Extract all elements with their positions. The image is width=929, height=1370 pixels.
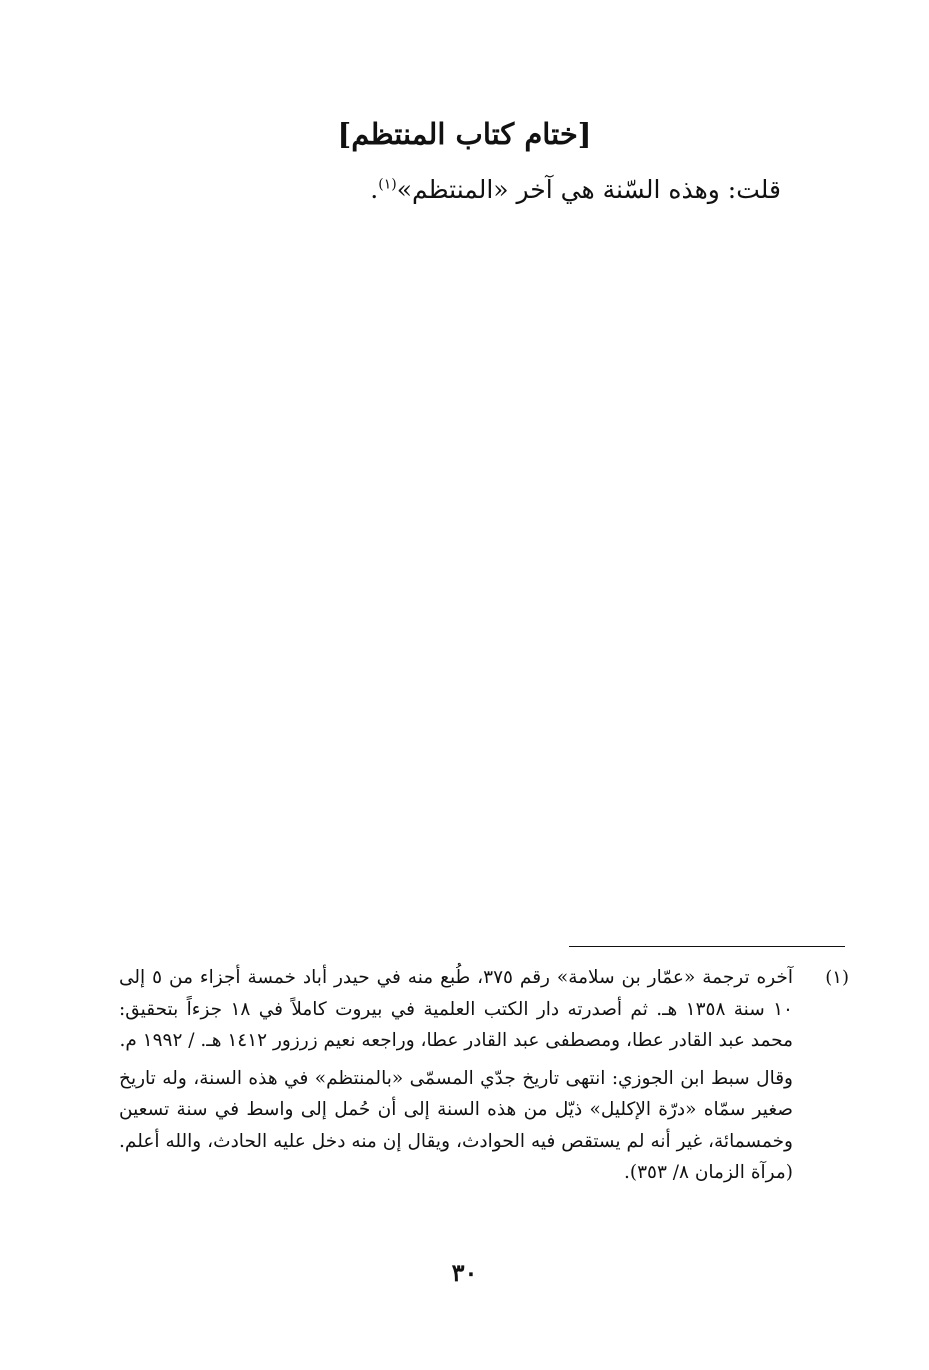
footnote-number: (١): [825, 967, 849, 988]
main-text: [141, 170, 781, 210]
footnote-paragraph-2: وقال سبط ابن الجوزي: انتهى تاريخ جدّي المسمّى «بالمنتظم» في هذه السنة، وله تاريخ صغير سمّاه «درّة الإكليل» ذيّل من هذه السنة إلى أن حُمل إلى واسط في سنة تسعين وخمسمائة، غير أنه لم يستقص فيه الحوادث، ويقال إن منه دخل عليه الحادث، والله أعلم. (مرآة الزمان ٨/ ٣٥٣).: [119, 1067, 793, 1183]
footnote-row: [119, 962, 849, 1195]
footnote-paragraph-1: آخره ترجمة «عمّار بن سلامة» رقم ٣٧٥، طُبع منه في حيدر أباد خمسة أجزاء من ٥ إلى ١٠ سنة ١٣٥٨ هـ. ثم أصدرته دار الكتب العلمية في بيروت كاملاً في ١٨ جزءاً بتحقيق: محمد عبد القادر عطا، ومصطفى عبد القادر عطا، وراجعه نعيم زرزور ١٤١٢ هـ. / ١٩٩٢ م.: [119, 967, 794, 1051]
footnote: [119, 962, 849, 1195]
section-heading: [ختام كتاب المنتظم]: [337, 117, 592, 151]
footnote-separator: [569, 946, 845, 947]
main-text-period: .: [370, 175, 379, 204]
footnote-body: [119, 962, 793, 1195]
footnote-reference: (١): [378, 176, 397, 193]
page-number: ٣٠: [451, 1258, 478, 1287]
main-text-sentence: قلت: وهذه السّنة هي آخر «المنتظم»: [396, 175, 781, 204]
